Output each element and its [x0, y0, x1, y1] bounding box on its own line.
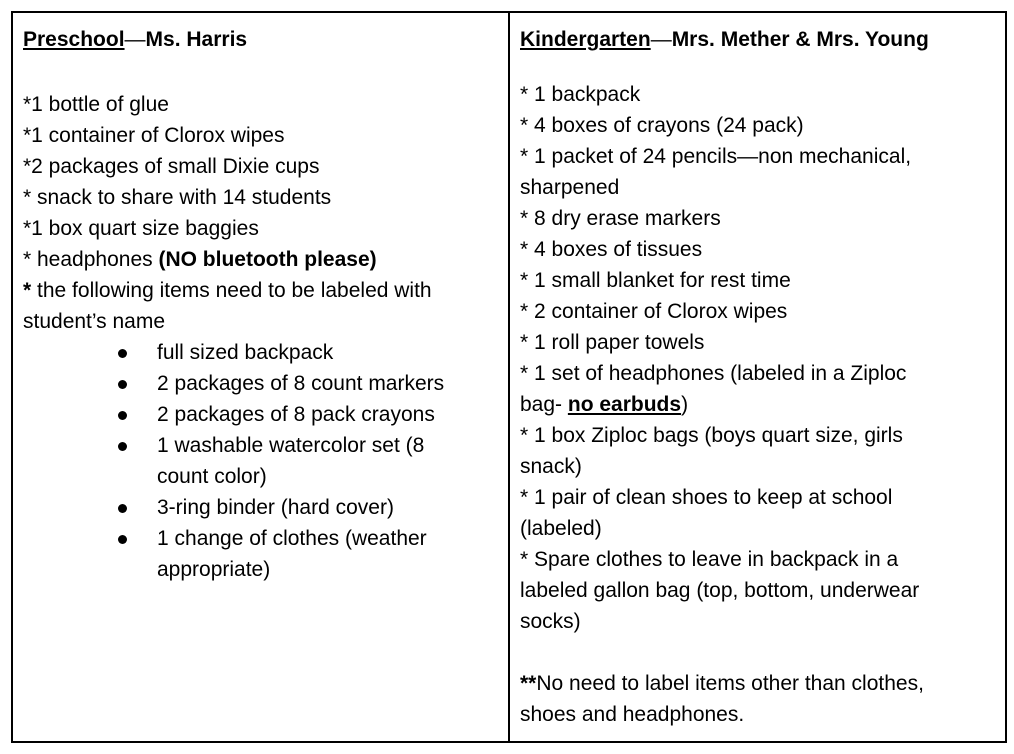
- kindergarten-class-name: Kindergarten: [520, 28, 651, 51]
- bullet-text: count color): [157, 465, 267, 488]
- bullet-text: appropriate): [157, 558, 271, 581]
- preschool-class-name: Preschool: [23, 28, 125, 51]
- headphones-cont-close: ): [681, 393, 689, 416]
- list-item: * 1 backpack: [520, 83, 641, 106]
- bullet-icon: [118, 504, 127, 513]
- no-earbuds-note: no earbuds: [567, 393, 682, 416]
- bullet-item: [23, 337, 508, 368]
- bullet-text: full sized backpack: [157, 341, 334, 364]
- list-item: * 8 dry erase markers: [520, 207, 721, 230]
- headphones-item: [23, 244, 508, 275]
- labeled-items-list: [23, 337, 508, 585]
- headphones-note: (NO bluetooth please): [158, 248, 377, 271]
- bullet-text: 1 washable watercolor set (8: [157, 434, 425, 457]
- bullet-text: 1 change of clothes (weather: [157, 527, 427, 550]
- list-item: *2 packages of small Dixie cups: [23, 155, 320, 178]
- list-item: * 1 roll paper towels: [520, 331, 705, 354]
- bullet-text: 2 packages of 8 pack crayons: [157, 403, 435, 426]
- bullet-item: [23, 523, 508, 554]
- list-item: *1 container of Clorox wipes: [23, 124, 285, 147]
- bullet-item: [23, 399, 508, 430]
- bullet-icon: [118, 380, 127, 389]
- list-item: labeled gallon bag (top, bottom, underwear: [520, 579, 920, 602]
- label-note: [520, 668, 1005, 699]
- headphones-text: * headphones: [23, 248, 159, 271]
- heading-separator: —: [650, 28, 672, 51]
- preschool-cell: [13, 13, 510, 741]
- list-item: * 1 small blanket for rest time: [520, 269, 791, 292]
- list-item: * 1 box Ziploc bags (boys quart size, girls: [520, 424, 903, 447]
- note-text: No need to label items other than clothes,: [536, 672, 924, 695]
- list-item: sharpened: [520, 176, 620, 199]
- list-item: * 4 boxes of crayons (24 pack): [520, 114, 804, 137]
- label-instruction: [23, 275, 508, 306]
- kindergarten-teachers: Mrs. Mether & Mrs. Young: [671, 28, 929, 51]
- bullet-icon: [118, 535, 127, 544]
- bullet-icon: [118, 411, 127, 420]
- bullet-icon: [118, 349, 127, 358]
- list-item: socks): [520, 610, 581, 633]
- preschool-teacher: Ms. Harris: [145, 28, 248, 51]
- label-note-cont: shoes and headphones.: [520, 703, 745, 726]
- kindergarten-cell: [510, 13, 1005, 741]
- heading-separator: —: [124, 28, 146, 51]
- bullet-icon: [118, 442, 127, 451]
- list-item: * 1 set of headphones (labeled in a Ziploc: [520, 362, 907, 385]
- headphones-cont: [520, 389, 1005, 420]
- supply-list-table: [11, 11, 1007, 743]
- kindergarten-heading: [520, 27, 1005, 53]
- list-item: snack): [520, 455, 582, 478]
- list-item: * 1 packet of 24 pencils—non mechanical,: [520, 145, 912, 168]
- label-instruction-cont: student’s name: [23, 310, 166, 333]
- bullet-item: [23, 368, 508, 399]
- bullet-item: [23, 492, 508, 523]
- bullet-item-cont: [23, 554, 508, 585]
- list-item: * 1 pair of clean shoes to keep at school: [520, 486, 893, 509]
- bullet-text: 2 packages of 8 count markers: [157, 372, 445, 395]
- list-item: *1 box quart size baggies: [23, 217, 259, 240]
- list-item: * snack to share with 14 students: [23, 186, 332, 209]
- list-item: * 4 boxes of tissues: [520, 238, 703, 261]
- preschool-heading: [23, 27, 508, 53]
- list-item: * Spare clothes to leave in backpack in a: [520, 548, 899, 571]
- bullet-item: [23, 430, 508, 461]
- list-item: (labeled): [520, 517, 602, 540]
- label-star: *: [23, 279, 32, 302]
- list-item: * 2 container of Clorox wipes: [520, 300, 788, 323]
- note-star: **: [520, 672, 537, 695]
- bullet-text: 3-ring binder (hard cover): [157, 496, 394, 519]
- label-text: the following items need to be labeled with: [31, 279, 432, 302]
- headphones-cont-text: bag-: [520, 393, 568, 416]
- list-item: *1 bottle of glue: [23, 93, 169, 116]
- bullet-item-cont: [23, 461, 508, 492]
